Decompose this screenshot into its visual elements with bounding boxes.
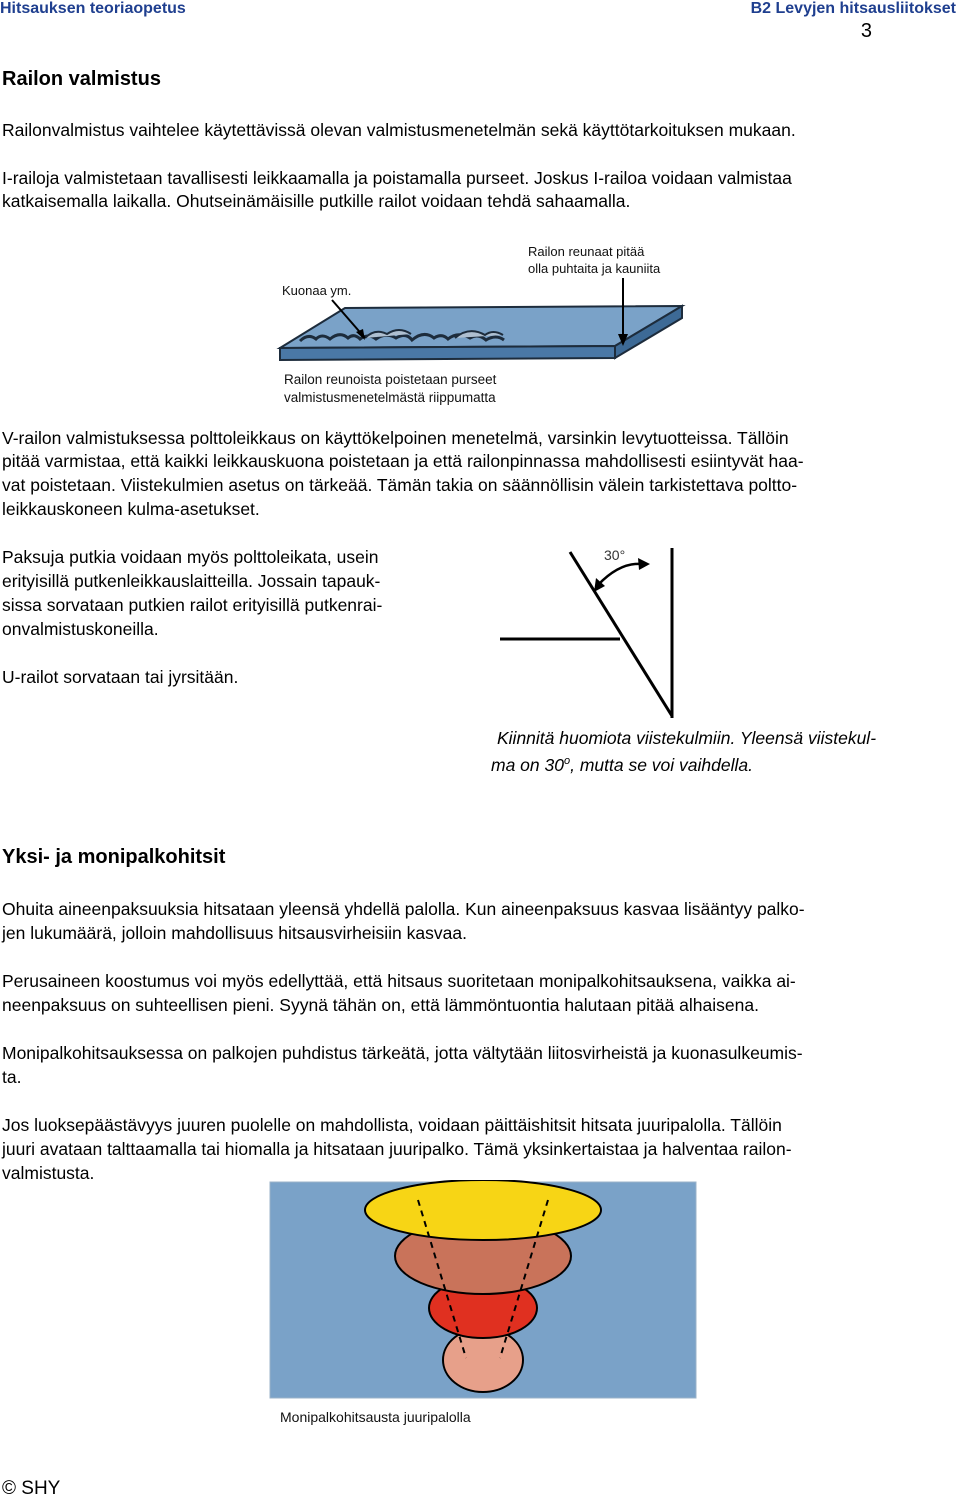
paragraph: Railonvalmistus vaihtelee käytettävissä olevan valmistusmenetelmän sekä käyttötarkoituksen mukaan. xyxy=(2,120,796,140)
paragraph-line: neenpaksuus on suhteellisen pieni. Syynä tähän on, että lämmöntuontia halutaan pitää alhaisena. xyxy=(2,995,759,1015)
section-title-railon-valmistus: Railon valmistus xyxy=(2,68,161,90)
figure-caption: Monipalkohitsausta juuripalolla xyxy=(280,1409,471,1425)
paragraph-line: sissa sorvataan putkien railot erityisillä putkenrai- xyxy=(2,595,383,615)
label-edges-1: Railon reunaat pitää xyxy=(528,244,645,259)
paragraph-line: Ohuita aineenpaksuuksia hitsataan yleensä yhdellä palolla. Kun aineenpaksuus kasvaa lisääntyy palko- xyxy=(2,899,805,919)
figure-caption-line-2: valmistusmenetelmästä riippumatta xyxy=(284,390,496,405)
section-title-monipalko: Yksi- ja monipalkohitsit xyxy=(2,846,226,868)
figure-caption-line: ma on 30$^o$, mutta se voi vaihdella. xyxy=(491,754,753,775)
paragraph-line: onvalmistuskoneilla. xyxy=(2,619,159,639)
paragraph-line: leikkauskoneen kulma-asetukset. xyxy=(2,499,260,519)
figure-plate-illustration xyxy=(270,228,700,418)
figure-multipass-weld xyxy=(268,1180,698,1432)
paragraph-line: vat poistetaan. Viistekulmien asetus on tärkeää. Tämän takia on säännöllisin välein tarkistettava poltto- xyxy=(2,475,798,495)
paragraph-line: Monipalkohitsauksessa on palkojen puhdistus tärkeätä, jotta vältytään liitosvirheistä ja kuonasulkeumis- xyxy=(2,1043,803,1063)
paragraph-line: jen lukumäärä, jolloin mahdollisuus hitsausvirheisiin kasvaa. xyxy=(2,923,467,943)
label-edges-2: olla puhtaita ja kauniita xyxy=(528,261,661,276)
plate-front-edge xyxy=(280,346,615,360)
paragraph-line: Jos luoksepäästävyys juuren puolelle on mahdollista, voidaan päittäishitsit hitsata juuripalolla. Tällöin xyxy=(2,1115,782,1135)
paragraph-line: pitää varmistaa, että kaikki leikkauskuona poistetaan ja että railonpinnassa mahdollisesti esiintyvät haa- xyxy=(2,451,804,471)
header-left-title: Hitsauksen teoriaopetus xyxy=(0,0,186,17)
angle-label: 30° xyxy=(604,547,626,563)
figure-caption-line: Kiinnitä huomiota viistekulmiin. Yleensä viistekul- xyxy=(497,728,877,748)
angle-arc xyxy=(598,564,642,585)
cap-pass xyxy=(365,1180,601,1240)
paragraph-line: Perusaineen koostumus voi myös edellyttää, että hitsaus suoritetaan monipalkohitsauksena, vaikka ai- xyxy=(2,971,796,991)
footer-copyright: © SHY xyxy=(2,1478,61,1499)
paragraph-line: V-railon valmistuksessa polttoleikkaus on käyttökelpoinen menetelmä, varsinkin levytuotteissa. Tällöin xyxy=(2,428,789,448)
page-number: 3 xyxy=(860,20,872,42)
figure-caption-line-1: Railon reunoista poistetaan purseet xyxy=(284,372,497,387)
paragraph-line: katkaisemalla laikalla. Ohutseinämäisille putkille railot voidaan tehdä sahaamalla. xyxy=(2,191,631,211)
paragraph-line: erityisillä putkenleikkauslaitteilla. Jossain tapauk- xyxy=(2,571,381,591)
figure-bevel-angle xyxy=(490,540,690,720)
paragraph-line: Paksuja putkia voidaan myös polttoleikata, usein xyxy=(2,547,379,567)
paragraph-line: juuri avataan talttaamalla tai hiomalla ja hitsataan juuripalko. Tämä yksinkertaistaa ja halventaa railon- xyxy=(2,1139,792,1159)
paragraph-line: ta. xyxy=(2,1067,22,1087)
header-right-title: B2 Levyjen hitsausliitokset xyxy=(750,0,956,17)
paragraph-line: valmistusta. xyxy=(2,1163,95,1183)
label-slag: Kuonaa ym. xyxy=(282,283,352,298)
paragraph-line: I-railoja valmistetaan tavallisesti leikkaamalla ja poistamalla purseet. Joskus I-railoa voidaan valmistaa xyxy=(2,168,792,188)
bevel-line xyxy=(570,552,672,716)
paragraph: U-railot sorvataan tai jyrsitään. xyxy=(2,667,239,687)
